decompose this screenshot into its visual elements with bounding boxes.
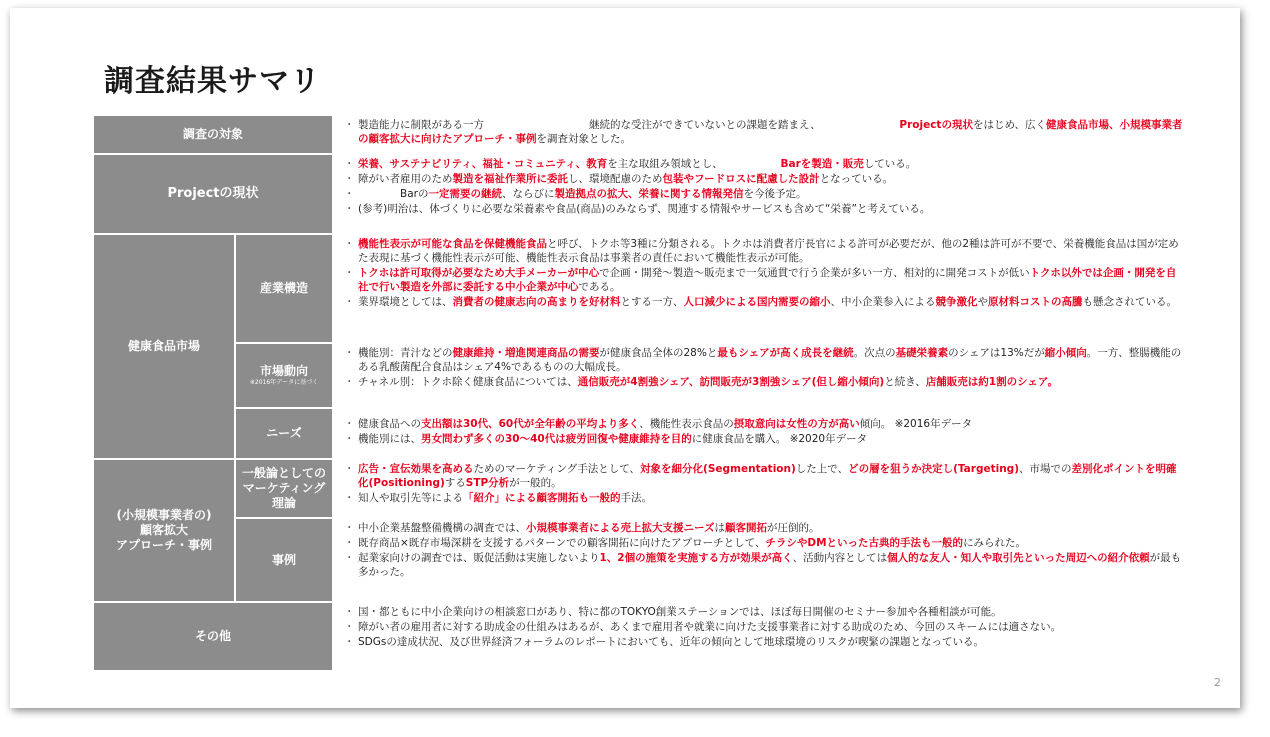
highlight-text: 広告・宣伝効果を高める — [358, 463, 474, 475]
body-text: (参考)明治は、体づくりに必要な栄養素や食品(商品)のみならず、関連する情報やサービスも含めて“栄養”と考えている。 — [358, 203, 931, 215]
highlight-text: 人口減少による国内需要の縮小 — [683, 296, 831, 308]
body-text: にみられた。 — [963, 537, 1027, 549]
body-text: に健康食品を購入。 ※2020年データ — [691, 433, 868, 445]
bullet-item — [342, 346, 1184, 374]
highlight-text: 健康食品市場、小規模事業者の顧客拡大に向けたアプローチ・事例 — [358, 119, 1183, 145]
row-header-other: その他 — [94, 603, 334, 672]
highlight-text: 通信販売が4割強シェア、訪問販売が3割強シェア(但し縮小傾向) — [577, 376, 885, 388]
highlight-text: トクホは許可取得が必要なため大手メーカーが中心 — [358, 267, 600, 279]
row-header-project: Projectの現状 — [94, 155, 334, 235]
highlight-text: 顧客開拓 — [724, 522, 767, 534]
body-text: 知人や取引先等による — [358, 492, 463, 504]
body-text: 国・都ともに中小企業向けの相談窓口があり、特に都のTOKYO創業ステーションでは、ほぼ毎日開催のセミナー参加や各種相談が可能。 — [358, 606, 1002, 618]
row-header-cases: 事例 — [236, 519, 334, 603]
bullet-item — [342, 521, 1184, 535]
bullet-item — [342, 605, 1184, 619]
highlight-text: 製造を福祉作業所に委託 — [452, 173, 568, 185]
body-text: 、ならびに — [501, 188, 555, 200]
body-text: をはじめ、広く — [972, 119, 1047, 131]
body-text — [484, 119, 589, 131]
body-text: 機能別には、 — [358, 433, 421, 445]
body-text: とする一方、 — [620, 296, 684, 308]
highlight-text: 一定需要の継続 — [428, 188, 502, 200]
body-text: や — [977, 296, 988, 308]
body-text: である。 — [578, 281, 621, 293]
market-trend-note: ※2016年データに基づく — [249, 379, 319, 387]
row-body-project — [334, 155, 1184, 235]
body-text: 。次点の — [853, 347, 896, 359]
row-body-industry-structure — [334, 235, 1184, 344]
bullet-item — [342, 237, 1184, 265]
body-text: が健康食品全体の28%と — [599, 347, 718, 359]
highlight-text: 最もシェアが高く成長を継続 — [717, 347, 854, 359]
group-header-health-food-market: 健康食品市場 — [94, 235, 236, 460]
highlight-text: 支出額は30代、60代が全年齢の平均より多く — [421, 418, 640, 430]
highlight-text: Barを製造・販売 — [780, 158, 864, 170]
bullet-item — [342, 295, 1184, 309]
row-header-target: 調査の対象 — [94, 116, 334, 155]
body-text: 既存商品×既存市場深耕を支援するパターンでの顧客開拓に向けたアプローチとして、 — [358, 537, 766, 549]
row-body-market-trend — [334, 344, 1184, 409]
bullet-item — [342, 202, 1184, 216]
slide — [10, 8, 1240, 708]
body-text: 製造能力に制限がある一方 — [358, 119, 484, 131]
body-text: のシェアは13%だが — [948, 347, 1045, 359]
bullet-item — [342, 172, 1184, 186]
body-text: Barの — [358, 188, 429, 200]
body-text: し、環境配慮のため — [568, 173, 663, 185]
highlight-text: 小規模事業者による売上拡大支援ニーズ — [526, 522, 715, 534]
bullet-list — [342, 521, 1184, 579]
bullet-item — [342, 417, 1184, 431]
bullet-item — [342, 536, 1184, 550]
body-text: する — [444, 477, 466, 489]
highlight-text: 消費者の健康志向の高まりを好材料 — [452, 296, 621, 308]
highlight-text: 摂取意向は女性の方が高い — [733, 418, 860, 430]
highlight-text: 包装やフードロスに配慮した設計 — [662, 173, 820, 185]
body-text: 中小企業基盤整備機構の調査では、 — [358, 522, 526, 534]
row-body-target — [334, 116, 1184, 155]
row-header-industry-structure: 産業構造 — [236, 235, 334, 344]
highlight-text: どの層を狙うか決定し(Targeting) — [848, 463, 1019, 475]
highlight-text: 対象を細分化(Segmentation) — [640, 463, 796, 475]
highlight-text: チラシやDMといった古典的手法も一般的 — [765, 537, 964, 549]
row-body-marketing-theory — [334, 460, 1184, 519]
highlight-text: 健康維持・増進関連商品の需要 — [452, 347, 600, 359]
bullet-item — [342, 187, 1184, 201]
body-text: と続き、 — [884, 376, 926, 388]
highlight-text: Projectの現状 — [899, 119, 973, 131]
body-text: 傾向。 ※2016年データ — [859, 418, 973, 430]
bullet-list — [342, 157, 1184, 216]
bullet-list — [342, 237, 1184, 309]
body-text: している。 — [863, 158, 917, 170]
row-body-needs — [334, 409, 1184, 460]
body-text: が最も多かった。 — [358, 552, 1182, 578]
body-text: を今後予定。 — [743, 188, 807, 200]
body-text: も懸念されている。 — [1082, 296, 1177, 308]
page-title: 調査結果サマリ — [104, 64, 321, 99]
highlight-text: トクホ以外では企画・開発を自社で行い製造を外部に委託する中小企業が中心 — [358, 267, 1177, 293]
body-text: 、機能性表示食品の — [639, 418, 734, 430]
highlight-text: 1、2個の施策を実施する方が効果が高く — [599, 552, 793, 564]
body-text: は — [714, 522, 725, 534]
body-text: 継続的な受注ができていないとの課題を踏まえ、 — [589, 119, 816, 131]
body-text: ためのマーケティング手法として、 — [473, 463, 641, 475]
bullet-item — [342, 551, 1184, 579]
bullet-list — [342, 462, 1184, 505]
highlight-text: 「紹介」による顧客開拓も一般的 — [463, 492, 621, 504]
body-text: 起業家向けの調査では、販促活動は実施しないより — [358, 552, 600, 564]
bullet-item — [342, 491, 1184, 505]
bullet-list — [342, 417, 1184, 446]
bullet-item — [342, 620, 1184, 634]
row-body-other — [334, 603, 1184, 672]
page-number: 2 — [1214, 676, 1221, 689]
bullet-item — [342, 462, 1184, 490]
highlight-text: 基礎栄養素 — [895, 347, 949, 359]
body-text: で企画・開発～製造～販売まで一気通貫で行う企業が多い一方、相対的に開発コストが低い — [599, 267, 1030, 279]
body-text: 障がい者の雇用者に対する助成金の仕組みはあるが、あくまで雇用者や就業に向けた支援事業者に対する助成のため、今回のスキームには適さない。 — [358, 621, 1062, 633]
bullet-item — [342, 118, 1184, 146]
highlight-text: 機能性表示が可能な食品を保健機能食品 — [358, 238, 547, 250]
bullet-item — [342, 635, 1184, 649]
highlight-text: 個人的な友人・知人や取引先といった周辺への紹介依頼 — [887, 552, 1150, 564]
bullet-list — [342, 346, 1184, 389]
body-text: が一般的。 — [509, 477, 562, 489]
group-header-customer-expansion: (小規模事業者の) 顧客拡大 アプローチ・事例 — [94, 460, 236, 603]
body-text: を調査対象とした。 — [536, 133, 631, 145]
body-text: 障がい者雇用のため — [358, 173, 453, 185]
highlight-text: 縮小傾向 — [1044, 347, 1087, 359]
body-text: 業界環境としては、 — [358, 296, 453, 308]
row-header-needs: ニーズ — [236, 409, 334, 460]
highlight-text: STP分析 — [465, 477, 510, 489]
row-body-cases — [334, 519, 1184, 603]
body-text: チャネル別：トクホ除く健康食品については、 — [358, 376, 578, 388]
bullet-item — [342, 266, 1184, 294]
bullet-item — [342, 375, 1184, 389]
body-text: 手法。 — [620, 492, 652, 504]
highlight-text: 店舗販売は約1割のシェア。 — [925, 376, 1059, 388]
body-text: 、市場での — [1019, 463, 1072, 475]
highlight-text: 栄養、サステナビリティ、福祉・コミュニティ、教育 — [358, 158, 608, 170]
row-header-marketing-theory: 一般論としてのマーケティング理論 — [236, 460, 334, 519]
bullet-item — [342, 157, 1184, 171]
body-text: 健康食品への — [358, 418, 421, 430]
highlight-text: 製造拠点の拡大、栄養に関する情報発信 — [554, 188, 744, 200]
bullet-list — [342, 118, 1184, 146]
body-text: と呼び、トクホ等3種に分類される。トクホは消費者庁長官による許可が必要だが、他の2種は許可が不要で、栄養機能食品は国が定めた表現に基づく機能性表示が可能、機能性表示食品は事業者の責任において機能性表示が可能。 — [358, 238, 1179, 264]
body-text: した上で、 — [795, 463, 849, 475]
body-text: 機能別：青汁などの — [358, 347, 453, 359]
highlight-text: 差別化ポイントを明確化(Positioning) — [358, 463, 1177, 489]
bullet-list — [342, 605, 1184, 649]
market-trend-label: 市場動向 — [259, 364, 308, 379]
body-text: が圧倒的。 — [766, 522, 820, 534]
body-text: 。一方、整腸機能のある乳酸菌配合食品はシェア4%であるものの大幅成長。 — [358, 347, 1182, 373]
body-text: SDGsの達成状況、及び世界経済フォーラムのレポートにおいても、近年の傾向として地球環境のリスクが喫緊の課題となっている。 — [358, 636, 985, 648]
body-text: を主な取組み領域とし、 — [607, 158, 781, 170]
body-text: 、活動内容としては — [792, 552, 888, 564]
body-text: 、中小企業参入による — [830, 296, 936, 308]
row-header-market-trend — [236, 344, 334, 409]
highlight-text: 競争激化 — [935, 296, 978, 308]
bullet-item — [342, 432, 1184, 446]
highlight-text: 原材料コストの高騰 — [988, 296, 1083, 308]
summary-table — [94, 116, 1184, 672]
highlight-text: 男女問わず多くの30～40代は疲労回復や健康維持を目的 — [421, 433, 692, 445]
body-text: となっている。 — [819, 173, 894, 185]
body-text — [815, 119, 899, 131]
